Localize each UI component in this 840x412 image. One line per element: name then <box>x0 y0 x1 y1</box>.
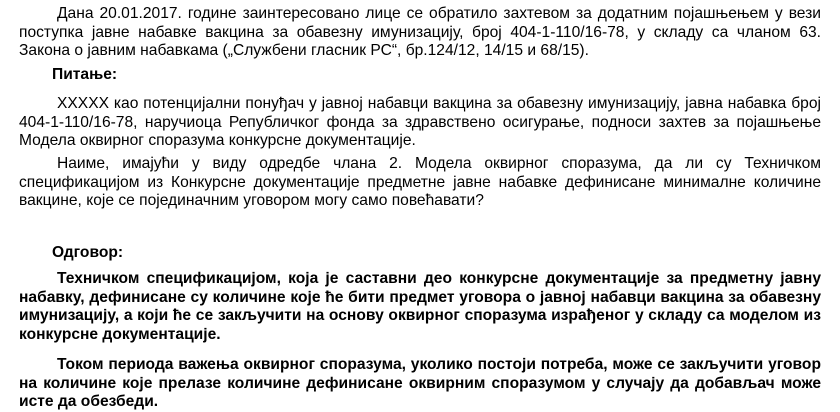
answer-heading: Одговор: <box>52 244 124 261</box>
answer-paragraph-2: Током периода важења оквирног споразума, уколико постоји потреба, може се закључити уговор на количине које прелазе количине дефинисане оквирним споразумом у случају да добављач може исте да обезбеди. <box>19 356 821 410</box>
question-heading: Питање: <box>52 66 118 83</box>
answer-paragraph-1: Техничком спецификацијом, која је саставни део конкурсне документације за предметну јавну набавку, дефинисане су количине које ће бити предмет уговора о јавној набавци вакцина за обавезну имунизацију, а који ће се закључити на основу оквирног споразума израђеног у складу са моделом из конкурсне документације. <box>19 270 821 343</box>
question-paragraph-1: XXXXX као потенцијални понуђач у јавној набавци вакцина за обавезну имунизацију, јавна набавка број 404-1-110/16-78, наручиоца Републичког фонда за здравствено осигурање, подноси захтев за појашњење Модела оквирног споразума конкурсне документације. <box>19 95 821 149</box>
intro-paragraph: Дана 20.01.2017. године заинтересовано лице се обратило захтевом за додатним појашњењем у вези поступка јавне набавке вакцина за обавезну имунизацију, број 404-1-110/16-78, у складу са чланом 63. Закона о јавним набавкама („Службени гласник РС“, бр.124/12, 14/15 и 68/15). <box>19 5 821 59</box>
question-paragraph-2: Наиме, имајући у виду одредбе члана 2. Модела оквирног споразума, да ли су Техничком спецификацијом из Конкурсне документације предметне јавне набавке дефинисане минималне количине вакцине, које се појединачним уговором могу само повећавати? <box>19 155 821 209</box>
